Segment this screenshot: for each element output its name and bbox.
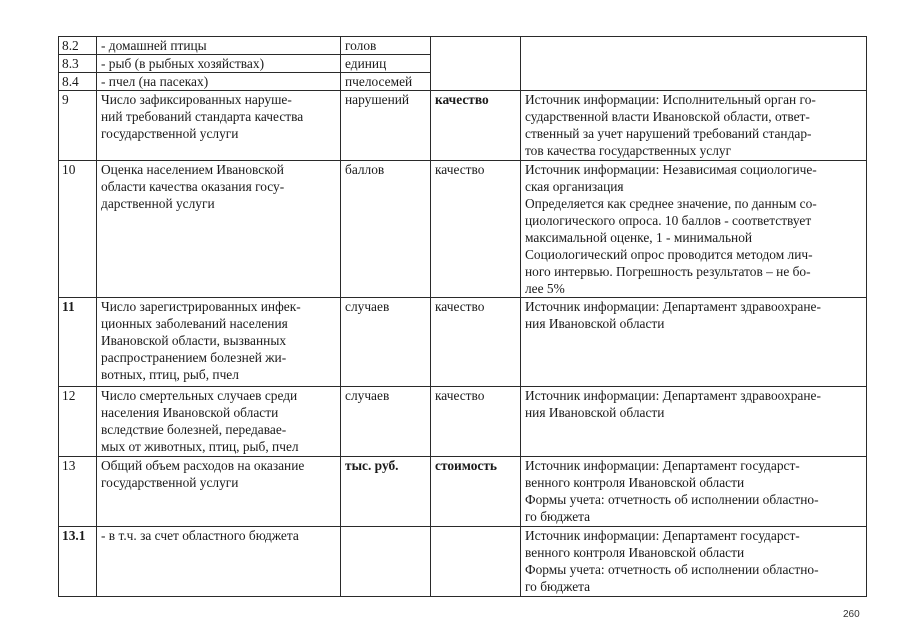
type-cell: качество [431,387,521,457]
unit-cell: тыс. руб. [341,457,431,527]
row-number: 10 [59,161,97,298]
table-row [59,161,867,298]
source-cell: Источник информации: Независимая социологиче- ская организация Определяется как среднее значение, по данным со- циологического опроса. 10 баллов - соответствует максимальной оценке, 1 - минимальной Социологический опрос проводится методом лич- ного интервью. Погрешность результатов – не бо- лее 5% [521,161,867,298]
unit-cell: единиц [341,55,431,73]
source-cell: Источник информации: Департамент государст- венного контроля Ивановской области Формы учета: отчетность об исполнении областно- го бюджета [521,527,867,597]
table-row [59,527,867,597]
type-cell: качество [431,91,521,161]
row-number: 9 [59,91,97,161]
row-number: 8.2 [59,37,97,55]
type-cell [431,37,521,91]
row-number: 13.1 [59,527,97,597]
table-row [59,91,867,161]
row-number: 13 [59,457,97,527]
indicator-name: Число смертельных случаев среди населения Ивановской области вследствие болезней, передавае- мых от животных, птиц, рыб, пчел [97,387,341,457]
table-row [59,457,867,527]
indicator-name: - в т.ч. за счет областного бюджета [97,527,341,597]
indicator-name: - рыб (в рыбных хозяйствах) [97,55,341,73]
source-cell [521,37,867,91]
table-row [59,37,867,55]
row-number: 11 [59,298,97,387]
indicator-name: Оценка населением Ивановской области качества оказания госу- дарственной услуги [97,161,341,298]
indicator-name: - домашней птицы [97,37,341,55]
indicator-name: - пчел (на пасеках) [97,73,341,91]
unit-cell [341,527,431,597]
indicator-name: Число зарегистрированных инфек- ционных заболеваний населения Ивановской области, вызванных распространением болезней жи- вотных, птиц, рыб, пчел [97,298,341,387]
unit-cell: случаев [341,387,431,457]
table-row [59,387,867,457]
unit-cell: случаев [341,298,431,387]
source-cell: Источник информации: Департамент здравоохране- ния Ивановской области [521,387,867,457]
indicator-name: Число зафиксированных наруше- ний требований стандарта качества государственной услуги [97,91,341,161]
indicators-table [58,36,867,597]
type-cell: стоимость [431,457,521,527]
source-cell: Источник информации: Исполнительный орган го- сударственной власти Ивановской области, ответ- ственный за учет нарушений требований стандар- тов качества государственных услуг [521,91,867,161]
source-cell: Источник информации: Департамент здравоохране- ния Ивановской области [521,298,867,387]
indicator-name: Общий объем расходов на оказание государственной услуги [97,457,341,527]
page-number: 260 [843,609,860,620]
source-cell: Источник информации: Департамент государст- венного контроля Ивановской области Формы учета: отчетность об исполнении областно- го бюджета [521,457,867,527]
unit-cell: пчелосемей [341,73,431,91]
type-cell: качество [431,298,521,387]
row-number: 8.4 [59,73,97,91]
table-row [59,298,867,387]
row-number: 12 [59,387,97,457]
row-number: 8.3 [59,55,97,73]
type-cell [431,527,521,597]
type-cell: качество [431,161,521,298]
unit-cell: голов [341,37,431,55]
unit-cell: нарушений [341,91,431,161]
unit-cell: баллов [341,161,431,298]
